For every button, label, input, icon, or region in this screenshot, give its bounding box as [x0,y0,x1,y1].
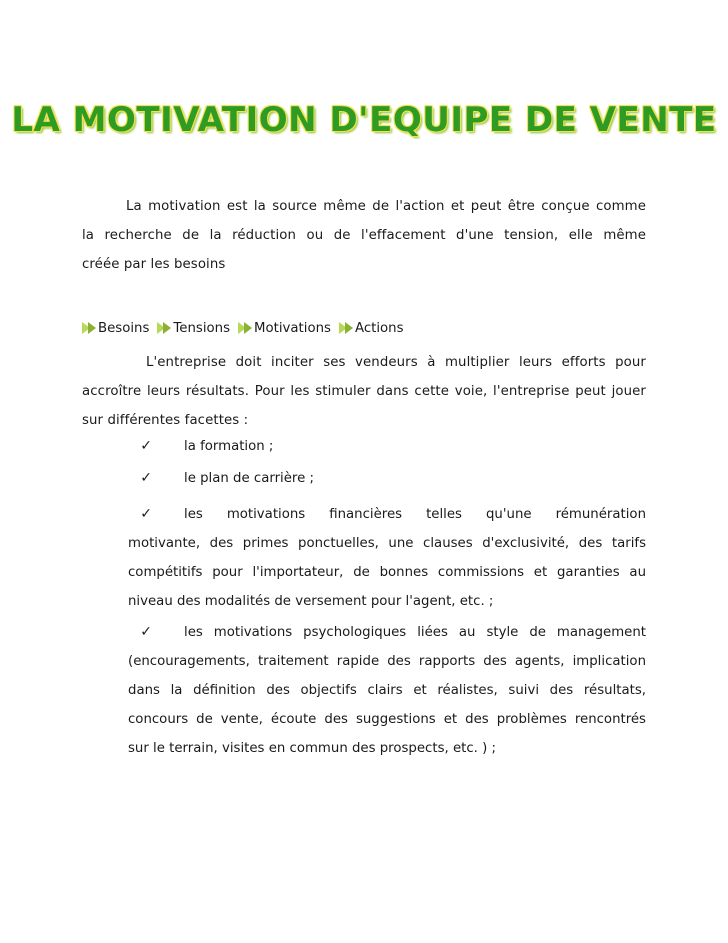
bullet-continuation: sur le terrain, visites en commun des prospects, etc. ) ; [128,741,497,756]
checkmark-icon: ✓ [140,470,152,486]
bullet-continuation: niveau des modalités de versement pour l'agent, etc. ; [128,594,494,609]
para2-line-1: L'entreprise doit inciter ses vendeurs à multiplier leurs efforts pour [146,355,646,370]
flow-item-tensions: Tensions [173,320,231,336]
bullet-text: les motivations financières telles qu'une rémunération [184,507,646,522]
bullet-text: les motivations psychologiques liées au style de management [184,625,646,640]
needs-flow [82,318,646,338]
flow-item-besoins: Besoins [98,320,150,336]
bullet-formation [82,432,646,461]
page-title: LA MOTIVATION D'EQUIPE DE VENTE [11,100,717,140]
flow-item-actions: Actions [354,320,404,336]
bullet-continuation: compétitifs pour l'importateur, de bonnes commissions et garanties au [128,565,646,580]
intro-line-2: la recherche de la réduction ou de l'effacement d'une tension, elle même [82,228,646,243]
bullet-continuation: (encouragements, traitement rapide des rapports des agents, implication [128,654,646,669]
intro-line-3: créée par les besoins [82,257,226,272]
intro-line-1: La motivation est la source même de l'action et peut être conçue comme [126,199,646,214]
para2-line-2: accroître leurs résultats. Pour les stimuler dans cette voie, l'entreprise peut jouer [82,384,646,399]
bullet-motivations-psychologiques [82,618,646,647]
checkmark-icon: ✓ [140,624,152,640]
bullet-motivations-financieres [82,500,646,529]
arrow-icon [238,322,250,334]
arrow-icon [339,322,351,334]
bullet-continuation: motivante, des primes ponctuelles, une clauses d'exclusivité, des tarifs [128,536,646,551]
checkmark-icon: ✓ [140,438,152,454]
arrow-icon [157,322,169,334]
bullet-text: la formation ; [184,439,274,454]
bullet-continuation: dans la définition des objectifs clairs et réalistes, suivi des résultats, [128,683,646,698]
checkmark-icon: ✓ [140,506,152,522]
bullet-text: le plan de carrière ; [184,471,314,486]
arrow-icon [82,322,94,334]
bullet-plan-carriere [82,464,646,493]
bullet-continuation: concours de vente, écoute des suggestions et des problèmes rencontrés [128,712,646,727]
flow-item-motivations: Motivations [254,320,331,336]
para2-line-3: sur différentes facettes : [82,413,249,428]
